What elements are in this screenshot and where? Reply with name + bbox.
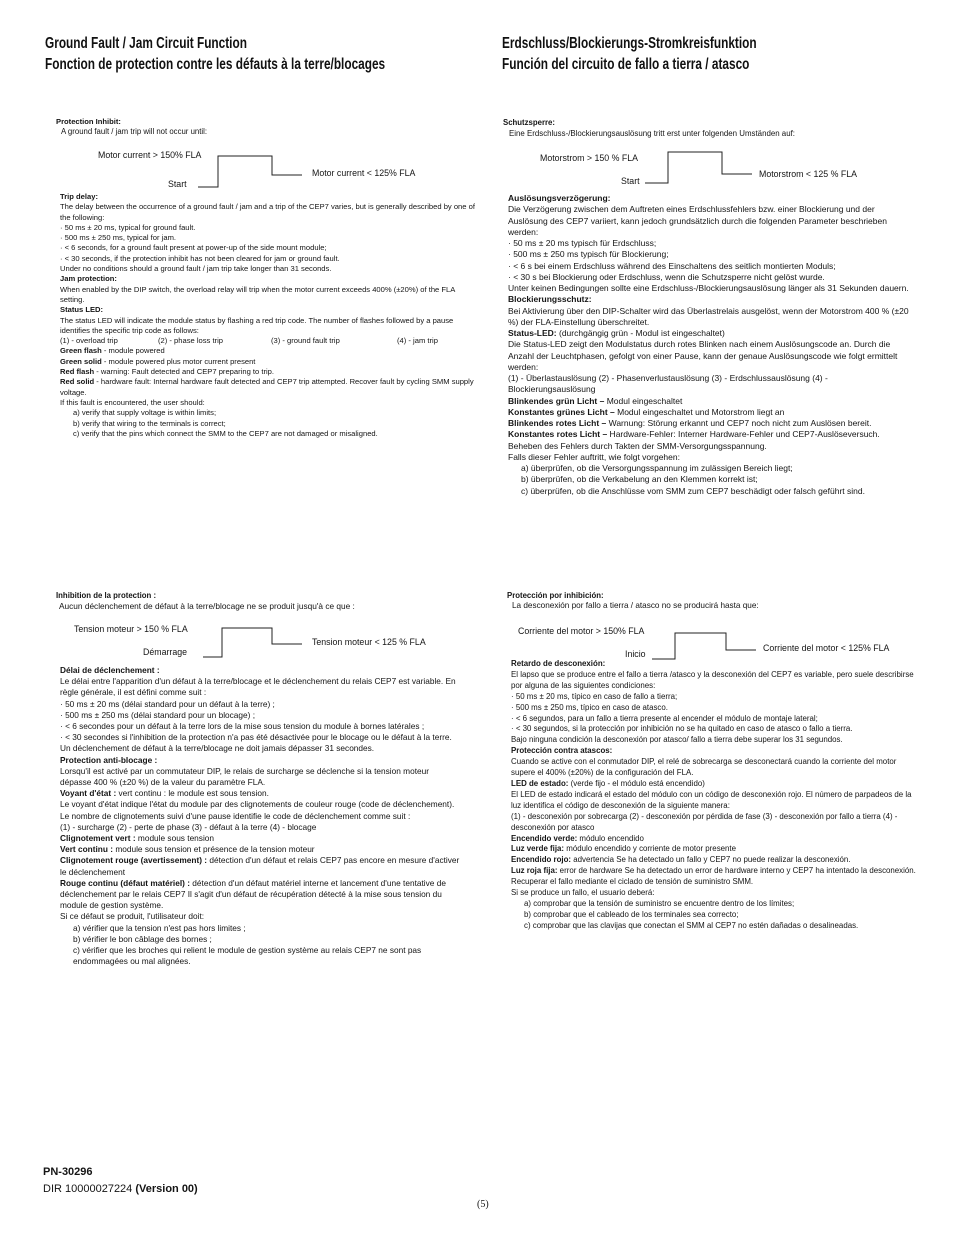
- trip-code-list: (1) - surcharge (2) - perte de phase (3) - défaut à la terre (4) - blocage: [60, 821, 317, 832]
- led-state-label: Encendido verde:: [511, 833, 578, 843]
- fr-body: [60, 665, 460, 967]
- recover-text: Beheben des Fehlers durch Takten der SMM-Versorgungsspannung.: [508, 440, 767, 451]
- trip-delay-text: El lapso que se produce entre el fallo a tierra /atasco y la desconexión del CEP7 es variable, pero suele describirse por alguna de las siguientes condiciones:: [511, 669, 914, 690]
- fault-step: a) überprüfen, ob die Versorgungsspannung im zulässigen Bereich liegt;: [521, 463, 793, 473]
- trip-delay-note: Bajo ninguna condición la desconexión por atasco/ fallo a tierra debe superar los 31 segundos.: [511, 735, 843, 745]
- led-state-text: módulo encendido y corriente de motor presente: [564, 844, 737, 854]
- dir-number: DIR 10000027224: [43, 1183, 136, 1195]
- trip-delay-item: · 50 ms ± 20 ms typisch für Erdschluss;: [508, 238, 657, 248]
- fault-step: a) verify that supply voltage is within limits;: [73, 408, 217, 418]
- led-state-text: - warning: Fault detected and CEP7 preparing to trip.: [94, 367, 275, 377]
- trip-code-list: (1) - Überlastauslösung (2) - Phasenverlustauslösung (3) - Erdschlussauslösung (4) - Blockierungsauslösung: [508, 373, 828, 395]
- es-body: [511, 659, 916, 932]
- trip-delay-item: · < 30 secondes si l'inhibition de la protection n'a pas été désactivée pour le blocage ou le défaut à la terre.: [60, 732, 452, 743]
- status-led-title: Status LED:: [60, 305, 104, 315]
- heading-title-en: Ground Fault / Jam Circuit Function: [45, 35, 247, 52]
- fault-step: c) vérifier que les broches qui relient le module de gestion système au relais CEP7 ne sont pas endommagées ou mal alignées.: [73, 945, 422, 967]
- led-state-row: [60, 855, 460, 877]
- trip-delay-title: Trip delay:: [60, 192, 98, 201]
- trip-code: (3) - ground fault trip: [271, 336, 340, 346]
- trip-delay-text: Die Verzögerung zwischen dem Auftreten eines Erdschlussfehlers bzw. einer Blockierung und der Auslösung des CEP7 variiert, kann jedoch grundsätzlich durch die folgenden Parameter beschrieben werden:: [508, 204, 887, 237]
- led-state-text: Modul eingeschaltet: [604, 395, 683, 406]
- led-state-label: Clignotement rouge (avertissement) :: [60, 855, 208, 866]
- trip-delay-text: The delay between the occurrence of a ground fault / jam and a trip of the CEP7 varies, but is generally described by one of the following:: [60, 202, 475, 222]
- led-state-text: Hardware-Fehler: Interner Hardware-Fehler und CEP7-Auslöseversuch.: [607, 429, 880, 440]
- led-state-text: détection d'un défaut matériel interne et lancement d'une tentative de déclenchement par le relais CEP7 Il s'agit d'un défaut de récupération détecté à la mise sous tension du module de gestion système.: [60, 877, 446, 911]
- led-state-text: - module powered plus motor current present: [101, 356, 256, 366]
- led-state-label: Green flash: [60, 346, 102, 356]
- trip-delay-item: · < 30 s bei Blockierung oder Erdschluss, wenn die Schutzsperre nicht gelöst wurde.: [508, 271, 825, 282]
- jam-protection-text: Cuando se active con el conmutador DIP, el relé de sobrecarga se desconectará cuando la corriente del motor supere el 400% (±20%) de la configuración del FLA.: [511, 757, 897, 778]
- fault-step: a) comprobar que la tensión de suministro se encuentre dentro de los límites;: [524, 898, 795, 908]
- trip-code: (1) - overload trip: [60, 336, 118, 346]
- fault-step: c) comprobar que las clavijas que conectan el SMM al CEP7 no estén dañadas o desalineadas.: [524, 920, 859, 930]
- version-label: (Version 00): [135, 1183, 198, 1195]
- status-led-title: LED de estado:: [511, 778, 569, 788]
- fr-inhibit-text: Aucun déclenchement de défaut à la terre/blocage ne se produit jusqu'à ce que :: [59, 601, 355, 611]
- fr-inhibit-title: Inhibition de la protection :: [56, 591, 157, 600]
- fault-step: c) überprüfen, ob die Anschlüsse vom SMM zum CEP7 beschädigt oder falsch geführt sind.: [521, 485, 865, 496]
- en-body: [60, 192, 480, 439]
- trip-delay-note: Under no conditions should a ground fault / jam trip take longer than 31 seconds.: [60, 264, 332, 274]
- es-inhibit-title: Protección por inhibición:: [507, 591, 604, 600]
- trip-delay-title: Délai de déclenchement :: [60, 665, 160, 675]
- led-state-label: Vert continu :: [60, 844, 114, 855]
- led-state-text: módulo encendido: [577, 833, 644, 843]
- trip-code-list: (1) - desconexión por sobrecarga (2) - desconexión por pérdida de fase (3) - desconexión por fallo a tierra (4) - desconexión por atasco: [511, 811, 898, 832]
- trip-delay-item: · < 6 secondes pour un défaut à la terre lors de la mise sous tension du module à bornes latérales ;: [60, 721, 425, 732]
- jam-protection-text: Bei Aktivierung über den DIP-Schalter wird das Überlastrelais ausgelöst, wenn der Motorstrom 400 % (±20 %) der FLA-Einstellung überschreitet.: [508, 305, 909, 327]
- fr-diagram-start-label: Démarrage: [143, 647, 188, 657]
- trip-delay-item: · 500 ms ± 250 ms, típico en caso de atasco.: [511, 702, 668, 712]
- led-state-text: - module powered: [101, 346, 165, 356]
- status-led-note: (verde fijo - el módulo está encendido): [568, 778, 705, 788]
- en-inhibit-title: Protection Inhibit:: [56, 117, 121, 126]
- fault-step: b) verify that wiring to the terminals is correct;: [73, 418, 226, 428]
- led-state-text: Modul eingeschaltet und Motorstrom liegt an: [614, 406, 785, 417]
- fault-step: a) vérifier que la tension n'est pas hors limites ;: [73, 922, 246, 933]
- led-state-row: [60, 367, 480, 377]
- step-diagram-line-de: [645, 152, 752, 183]
- led-state-row: [508, 418, 913, 429]
- page-number: (5): [477, 1199, 489, 1210]
- fault-step: b) comprobar que el cableado de los terminales sea correcto;: [524, 909, 739, 919]
- step-diagram-line-es: [652, 633, 756, 659]
- trip-delay-item: · < 6 s bei einem Erdschluss während des Einschaltens des seitlich montierten Moduls;: [508, 260, 836, 271]
- trip-code: (2) - phase loss trip: [158, 336, 223, 346]
- trip-delay-note: Unter keinen Bedingungen sollte eine Erdschluss-/Blockierungsauslösung länger als 31 Sekunden dauern.: [508, 283, 909, 293]
- status-led-title-row: [60, 788, 460, 799]
- de-diagram-high-label: Motorstrom > 150 % FLA: [540, 153, 639, 163]
- en-inhibit-text: A ground fault / jam trip will not occur until:: [61, 127, 208, 136]
- es-diagram-high-label: Corriente del motor > 150% FLA: [518, 626, 645, 636]
- en-diagram-start-label: Start: [168, 179, 187, 189]
- led-state-row: [508, 407, 913, 418]
- status-led-text: Le voyant d'état indique l'état du module par des clignotements de couleur rouge (code de déclenchement). Le nombre de clignotements suivi d'une pause identifie le code de déclenchement comme suit :: [60, 799, 455, 821]
- fault-intro: Si se produce un fallo, el usuario deberá:: [511, 888, 655, 898]
- jam-protection-title: Blockierungsschutz:: [508, 294, 592, 305]
- led-state-row: [508, 396, 913, 407]
- led-state-label: Konstantes rotes Licht –: [508, 429, 608, 440]
- led-state-text: Warnung: Störung erkannt und CEP7 noch nicht zum Auslösen bereit.: [606, 418, 872, 428]
- es-inhibit-text: La desconexión por fallo a tierra / atasco no se producirá hasta que:: [512, 601, 759, 610]
- trip-delay-item: · 500 ms ± 250 ms typisch für Blockierung;: [508, 249, 669, 260]
- fault-intro: Si ce défaut se produit, l'utilisateur doit:: [60, 911, 205, 922]
- en-diagram-low-label: Motor current < 125% FLA: [312, 168, 416, 178]
- trip-delay-item: · < 30 seconds, if the protection inhibit has not been cleared for jam or ground fault.: [60, 253, 340, 263]
- led-state-text: - hardware fault: Internal hardware fault detected and CEP7 trip attempted. Recover fault by cycling SMM supply voltage.: [60, 377, 474, 397]
- status-led-title-row: [508, 328, 913, 339]
- trip-delay-item: · < 6 seconds, for a ground fault present at power-up of the side mount module;: [60, 243, 327, 253]
- part-number: PN-30296: [43, 1166, 93, 1178]
- trip-delay-item: · 500 ms ± 250 ms, typical for jam.: [60, 233, 177, 243]
- jam-protection-text: Lorsqu'il est activé par un commutateur DIP, le relais de surcharge se déclenche si la tension moteur dépasse 400 % (±20 %) de la valeur du paramètre FLA.: [60, 765, 429, 788]
- status-led-note: vert continu : le module est sous tension.: [116, 788, 269, 799]
- heading-title-es: Función del circuito de fallo a tierra / atasco: [502, 56, 750, 73]
- fault-step: b) vérifier le bon câblage des bornes ;: [73, 933, 212, 944]
- led-state-row: [511, 834, 916, 845]
- en-diagram-high-label: Motor current > 150% FLA: [98, 150, 202, 160]
- fr-diagram-low-label: Tension moteur < 125 % FLA: [312, 637, 426, 647]
- trip-delay-text: Le délai entre l'apparition d'un défaut à la terre/blocage et le déclenchement du relais CEP7 est variable. En règle générale, il est défini comme suit :: [60, 676, 456, 698]
- trip-delay-title: Retardo de desconexión:: [511, 659, 606, 668]
- de-diagram-low-label: Motorstrom < 125 % FLA: [759, 169, 858, 179]
- led-state-row: [511, 855, 916, 866]
- led-state-label: Encendido rojo:: [511, 855, 572, 865]
- step-diagram-line-fr: [203, 628, 302, 657]
- led-state-row: [60, 878, 460, 912]
- trip-delay-item: · 500 ms ± 250 ms (délai standard pour un blocage) ;: [60, 709, 256, 720]
- led-state-text: advertencia Se ha detectado un fallo y CEP7 no puede realizar la desconexión.: [571, 855, 851, 865]
- led-state-label: Green solid: [60, 356, 102, 366]
- status-led-text: El LED de estado indicará el estado del módulo con un código de desconexión rojo. El número de parpadeos de la luz identifica el código de desconexión de la siguiente manera:: [511, 789, 912, 810]
- heading-title-fr: Fonction de protection contre les défauts à la terre/blocages: [45, 56, 386, 73]
- led-state-label: Rouge continu (défaut matériel) :: [60, 877, 190, 888]
- led-state-text: module sous tension: [135, 833, 215, 844]
- led-state-label: Blinkendes grün Licht –: [508, 395, 605, 406]
- jam-protection-text: When enabled by the DIP switch, the overload relay will trip when the motor current exceeds 400% (±20%) of the FLA setting.: [60, 284, 455, 304]
- led-state-text: error de hardware Se ha detectado un error de hardware interno y CEP7 ha intentado la desconexión. Recuperar el fallo mediante el ciclado de tensión de suministro SMM.: [511, 866, 916, 887]
- led-state-label: Red flash: [60, 367, 95, 377]
- status-led-text: Die Status-LED zeigt den Modulstatus durch rotes Blinken nach einem Auslösungscode an. Durch die Anzahl der Leuchtphasen, gefolgt von einer Pause, kann der genaue Auslösungscode wie folgt ermittelt werden:: [508, 339, 898, 372]
- led-state-label: Luz roja fija:: [511, 866, 558, 876]
- led-state-row: [60, 346, 480, 356]
- led-state-label: Clignotement vert :: [60, 833, 136, 844]
- led-state-row: [60, 377, 480, 398]
- jam-protection-title: Protección contra atascos:: [511, 746, 613, 756]
- status-led-note: (durchgängig grün - Modul ist eingeschaltet): [556, 328, 725, 338]
- fault-intro: Falls dieser Fehler auftritt, wie folgt vorgehen:: [508, 451, 680, 462]
- status-led-title: Status-LED:: [508, 328, 557, 338]
- led-state-row: [60, 357, 480, 367]
- status-led-text: The status LED will indicate the module status by flashing a red trip code. The number of flashes followed by a pause identifies the specific trip code as follows:: [60, 315, 454, 335]
- es-diagram-low-label: Corriente del motor < 125% FLA: [763, 643, 890, 653]
- led-state-row: [60, 833, 460, 844]
- trip-delay-item: · < 6 segundos, para un fallo a tierra presente al encender el módulo de montaje lateral;: [511, 713, 818, 723]
- de-diagram-start-label: Start: [621, 176, 640, 186]
- document-id: [43, 1182, 198, 1196]
- fault-step: c) verify that the pins which connect the SMM to the CEP7 are not damaged or misaligned.: [73, 428, 378, 438]
- heading-title-de: Erdschluss/Blockierungs-Stromkreisfunktion: [502, 35, 757, 52]
- fr-diagram-high-label: Tension moteur > 150 % FLA: [74, 624, 188, 634]
- trip-delay-item: · 50 ms ± 20 ms (délai standard pour un défaut à la terre) ;: [60, 698, 275, 709]
- status-led-title: Voyant d'état :: [60, 788, 117, 799]
- led-state-row: [508, 429, 913, 440]
- jam-protection-title: Jam protection:: [60, 274, 117, 284]
- trip-delay-title: Auslösungsverzögerung:: [508, 193, 611, 203]
- de-inhibit-text: Eine Erdschluss-/Blockierungsauslösung tritt erst unter folgenden Umständen auf:: [509, 129, 795, 138]
- led-state-row: [511, 844, 916, 855]
- led-state-label: Luz verde fija:: [511, 844, 565, 854]
- led-state-text: détection d'un défaut et relais CEP7 pas encore en mesure d'activer le déclenchement: [60, 855, 460, 877]
- de-inhibit-title: Schutzsperre:: [503, 118, 555, 127]
- jam-protection-title: Protection anti-blocage :: [60, 754, 158, 765]
- led-state-text: module sous tension et présence de la tension moteur: [113, 844, 315, 855]
- trip-delay-item: · 50 ms ± 20 ms, típico en caso de fallo a tierra;: [511, 691, 678, 701]
- trip-delay-note: Un déclenchement de défaut à la terre/blocage ne doit jamais dépasser 31 secondes.: [60, 743, 375, 754]
- fault-intro: If this fault is encountered, the user should:: [60, 397, 205, 407]
- led-state-row: [60, 844, 460, 855]
- status-led-title-row: [511, 779, 916, 790]
- led-state-label: Konstantes grünes Licht –: [508, 406, 615, 417]
- trip-delay-item: · < 30 segundos, si la protección por inhibición no se ha quitado en caso de atasco o fallo a tierra.: [511, 724, 853, 734]
- trip-delay-item: · 50 ms ± 20 ms, typical for ground fault.: [60, 222, 196, 232]
- led-state-row: [511, 866, 916, 888]
- led-state-label: Blinkendes rotes Licht –: [508, 418, 607, 428]
- fault-step: b) überprüfen, ob die Verkabelung an den Klemmen korrekt ist;: [521, 474, 758, 485]
- trip-code: (4) - jam trip: [397, 336, 438, 346]
- de-body: [508, 193, 913, 497]
- led-state-label: Red solid: [60, 377, 95, 387]
- step-diagram-line-en: [198, 156, 302, 187]
- trip-code-list: [60, 336, 480, 346]
- es-diagram-start-label: Inicio: [625, 649, 646, 659]
